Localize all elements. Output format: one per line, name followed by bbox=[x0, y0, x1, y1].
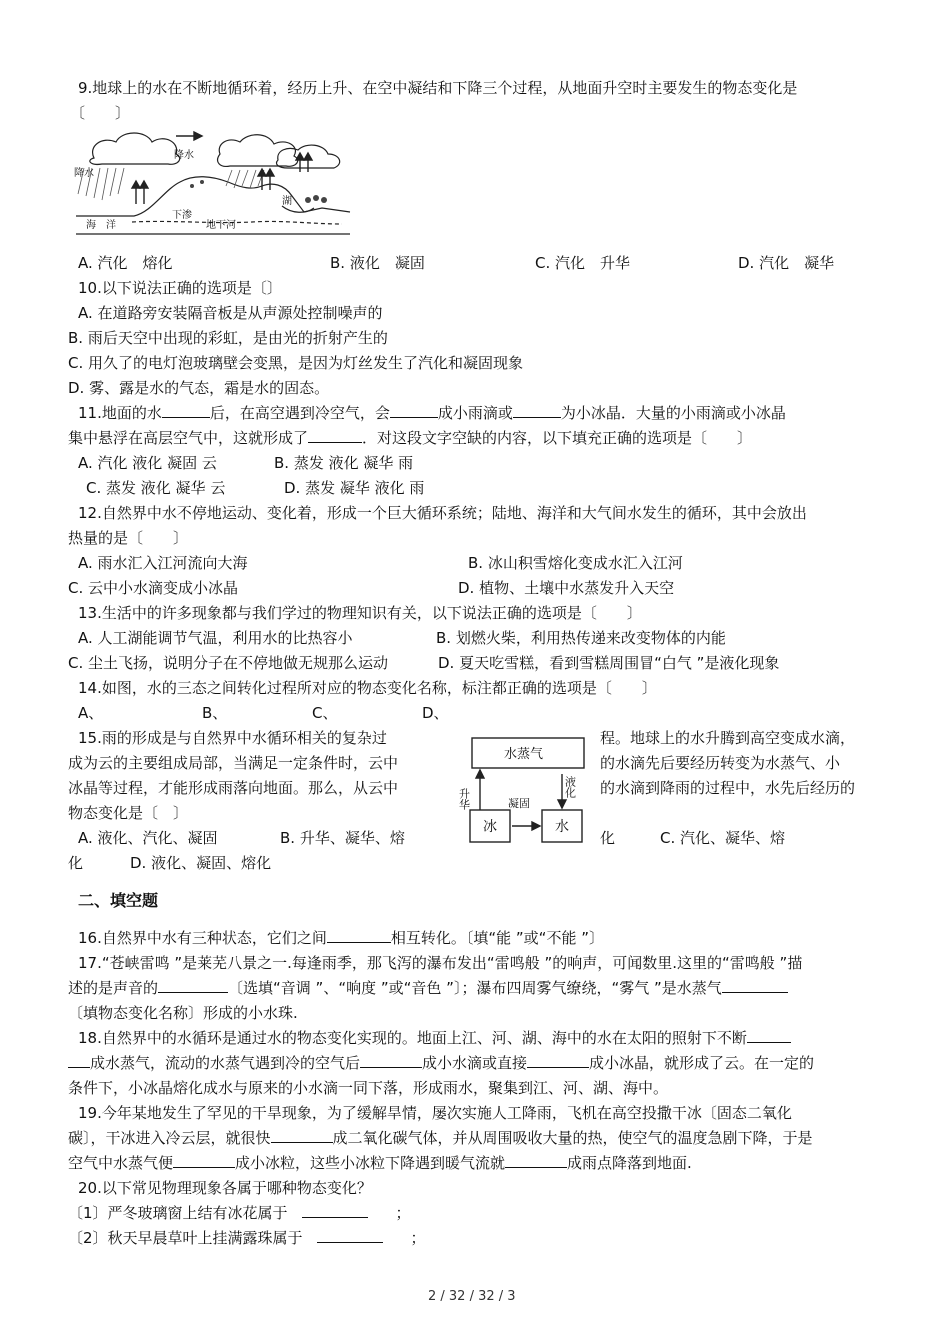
q12-option-b: B. 冰山积雪熔化变成水汇入江河 bbox=[468, 554, 683, 572]
section-title-fill-blank: 二、填空题 bbox=[78, 891, 159, 910]
q11-option-d: D. 蒸发 凝华 液化 雨 bbox=[284, 479, 425, 497]
fig-label-seep: 下渗 bbox=[172, 210, 192, 221]
q19-blank-3[interactable] bbox=[505, 1151, 567, 1168]
q10-stem: 10.以下说法正确的选项是〔〕 bbox=[78, 279, 282, 297]
q11-blank-3[interactable] bbox=[513, 401, 561, 418]
q11-blank-4[interactable] bbox=[308, 426, 362, 443]
fig-label-rain: 降水 bbox=[74, 168, 94, 179]
q20-item-2: 〔2〕秋天早晨草叶上挂满露珠属于 ； bbox=[68, 1226, 426, 1251]
q19-line3: 空气中水蒸气便 成小冰粒，这些小冰粒下降遇到暖气流就 成雨点降落到地面. bbox=[68, 1151, 692, 1176]
q9-paren: 〔 〕 bbox=[70, 104, 131, 122]
q9-option-c: C. 汽化 升华 bbox=[535, 254, 631, 272]
q13-stem: 13.生活中的许多现象都与我们学过的物理知识有关，以下说法正确的选项是〔 〕 bbox=[78, 604, 642, 622]
q15-option-b-cont2: 化 bbox=[68, 854, 84, 872]
q14-option-a: A、 bbox=[78, 704, 104, 722]
q15-left-3: 冰晶等过程，才能形成雨落向地面。那么，从云中 bbox=[68, 779, 399, 797]
q15-left-1: 15.雨的形成是与自然界中水循环相关的复杂过 bbox=[78, 729, 387, 747]
q11-option-a: A. 汽化 液化 凝固 云 bbox=[78, 454, 217, 472]
q18-blank-1b[interactable] bbox=[68, 1051, 90, 1068]
q16: 16.自然界中水有三种状态，它们之间 相互转化。〔填“能 ”或“不能 ”〕 bbox=[78, 926, 604, 951]
q10-option-c: C. 用久了的电灯泡玻璃壁会变黑，是因为灯丝发生了汽化和凝固现象 bbox=[68, 354, 524, 372]
q12-line1: 12.自然界中水不停地运动、变化着，形成一个巨大循环系统；陆地、海洋和大气间水发生的循环，其中会放出 bbox=[78, 504, 807, 522]
page-number: 2 / 32 / 32 / 3 bbox=[428, 1289, 516, 1304]
q19-line1: 19.今年某地发生了罕见的干旱现象，为了缓解旱情，屡次实施人工降雨，飞机在高空投撒干冰〔固态二氧化 bbox=[78, 1104, 792, 1122]
q12-option-a: A. 雨水汇入江河流向大海 bbox=[78, 554, 248, 572]
q15-option-b: B. 升华、凝华、熔 bbox=[280, 829, 405, 847]
q13-option-b: B. 划燃火柴，利用热传递来改变物体的内能 bbox=[436, 629, 726, 647]
diagram-vapor: 水蒸气 bbox=[504, 747, 544, 762]
q11-option-c: C. 蒸发 液化 凝华 云 bbox=[86, 479, 226, 497]
q18-blank-2[interactable] bbox=[360, 1051, 422, 1068]
q12-option-d: D. 植物、土壤中水蒸发升入天空 bbox=[458, 579, 675, 597]
fig-label-rain2: 降水 bbox=[174, 150, 194, 161]
q17-line2: 述的是声音的 〔选填“音调 ”、“响度 ”或“音色 ”〕；瀑布四周雾气缭绕，“雾气 ”是水蒸气 bbox=[68, 976, 788, 1001]
q9-option-b: B. 液化 凝固 bbox=[330, 254, 425, 272]
q11-line1: 11.地面的水 后，在高空遇到冷空气，会 成小雨滴或 为小冰晶．大量的小雨滴或小冰晶 bbox=[78, 401, 786, 426]
q11-blank-1[interactable] bbox=[162, 401, 210, 418]
q9-option-a: A. 汽化 熔化 bbox=[78, 254, 173, 272]
q14-option-d: D、 bbox=[422, 704, 449, 722]
diagram-label-up: 升华 bbox=[457, 788, 471, 810]
fig-label-sea: 海 洋 bbox=[86, 220, 116, 231]
q15-left-2: 成为云的主要组成局部，当满足一定条件时，云中 bbox=[68, 754, 399, 772]
fig-label-lake: 湖 bbox=[282, 196, 292, 207]
q14-option-c: C、 bbox=[312, 704, 338, 722]
q15-right-2: 的水滴先后要经历转变为水蒸气、小 bbox=[600, 754, 841, 772]
q14-stem: 14.如图，水的三态之间转化过程所对应的物态变化名称，标注都正确的选项是〔 〕 bbox=[78, 679, 657, 697]
q17-blank-2[interactable] bbox=[722, 976, 788, 993]
q17-blank-1[interactable] bbox=[158, 976, 228, 993]
q12-option-c: C. 云中小水滴变成小冰晶 bbox=[68, 579, 239, 597]
q19-blank-1[interactable] bbox=[271, 1126, 333, 1143]
water-state-diagram bbox=[457, 734, 594, 848]
q14-option-b: B、 bbox=[202, 704, 228, 722]
q13-option-d: D. 夏天吃雪糕，看到雪糕周围冒“白气 ”是液化现象 bbox=[438, 654, 780, 672]
q15-option-a: A. 液化、汽化、凝固 bbox=[78, 829, 218, 847]
q15-right-3: 的水滴到降雨的过程中，水先后经历的 bbox=[600, 779, 856, 797]
q16-blank[interactable] bbox=[327, 926, 391, 943]
q15-option-b-cont: 化 bbox=[600, 829, 616, 847]
q11-option-b: B. 蒸发 液化 凝华 雨 bbox=[274, 454, 414, 472]
q13-option-a: A. 人工湖能调节气温，利用水的比热容小 bbox=[78, 629, 353, 647]
q20-blank-1[interactable] bbox=[302, 1201, 368, 1218]
q19-blank-2[interactable] bbox=[173, 1151, 235, 1168]
q18-blank-3[interactable] bbox=[527, 1051, 589, 1068]
q15-option-d: D. 液化、凝固、熔化 bbox=[130, 854, 272, 872]
q18-line2: 成水蒸气，流动的水蒸气遇到冷的空气后 成小水滴或直接 成小冰晶，就形成了云。在一定的 bbox=[68, 1051, 814, 1076]
q15-right-1: 程。地球上的水升腾到高空变成水滴， bbox=[600, 729, 856, 747]
q10-option-b: B. 雨后天空中出现的彩虹，是由光的折射产生的 bbox=[68, 329, 388, 347]
q10-option-a: A. 在道路旁安装隔音板是从声源处控制噪声的 bbox=[78, 304, 383, 322]
q17-line3: 〔填物态变化名称〕形成的小水珠. bbox=[68, 1004, 298, 1022]
diagram-label-mid: 凝固 bbox=[508, 797, 530, 810]
diagram-water: 水 bbox=[555, 819, 569, 835]
q18-line1: 18.自然界中的水循环是通过水的物态变化实现的。地面上江、河、湖、海中的水在太阳的照射下不断 bbox=[78, 1026, 791, 1051]
q15-option-c: C. 汽化、凝华、熔 bbox=[660, 829, 786, 847]
q20-item-1: 〔1〕严冬玻璃窗上结有冰花属于 ； bbox=[68, 1201, 411, 1226]
q11-blank-2[interactable] bbox=[390, 401, 438, 418]
q9-option-d: D. 汽化 凝华 bbox=[738, 254, 835, 272]
q20-stem: 20.以下常见物理现象各属于哪种物态变化？ bbox=[78, 1179, 372, 1197]
q15-left-4: 物态变化是〔 〕 bbox=[68, 804, 189, 822]
diagram-ice: 冰 bbox=[483, 819, 497, 835]
q18-line3: 条件下，小冰晶熔化成水与原来的小水滴一同下落，形成雨水，聚集到江、河、湖、海中。 bbox=[68, 1079, 669, 1097]
water-cycle-figure bbox=[72, 124, 354, 240]
fig-label-underground: 地下河 bbox=[206, 220, 236, 231]
q9-stem: 9.地球上的水在不断地循环着，经历上升、在空中凝结和下降三个过程，从地面升空时主要发生的物态变化是 bbox=[78, 79, 798, 97]
diagram-label-right: 液化 bbox=[563, 776, 577, 798]
q18-blank-1a[interactable] bbox=[747, 1026, 791, 1043]
q11-line2: 集中悬浮在高层空气中，这就形成了 ．对这段文字空缺的内容，以下填充正确的选项是〔 〕 bbox=[68, 426, 752, 451]
q20-blank-2[interactable] bbox=[317, 1226, 383, 1243]
q12-line2: 热量的是〔 〕 bbox=[68, 529, 189, 547]
q17-line1: 17.“苍峡雷鸣 ”是莱芜八景之一.每逢雨季，那飞泻的瀑布发出“雷鸣般 ”的响声，可闻数里.这里的“雷鸣般 ”描 bbox=[78, 954, 803, 972]
q10-option-d: D. 雾、露是水的气态，霜是水的固态。 bbox=[68, 379, 330, 397]
q19-line2: 碳〕，干冰进入冷云层，就很快 成二氧化碳气体，并从周围吸收大量的热，使空气的温度急剧下降，于是 bbox=[68, 1126, 813, 1151]
q13-option-c: C. 尘土飞扬，说明分子在不停地做无规那么运动 bbox=[68, 654, 389, 672]
